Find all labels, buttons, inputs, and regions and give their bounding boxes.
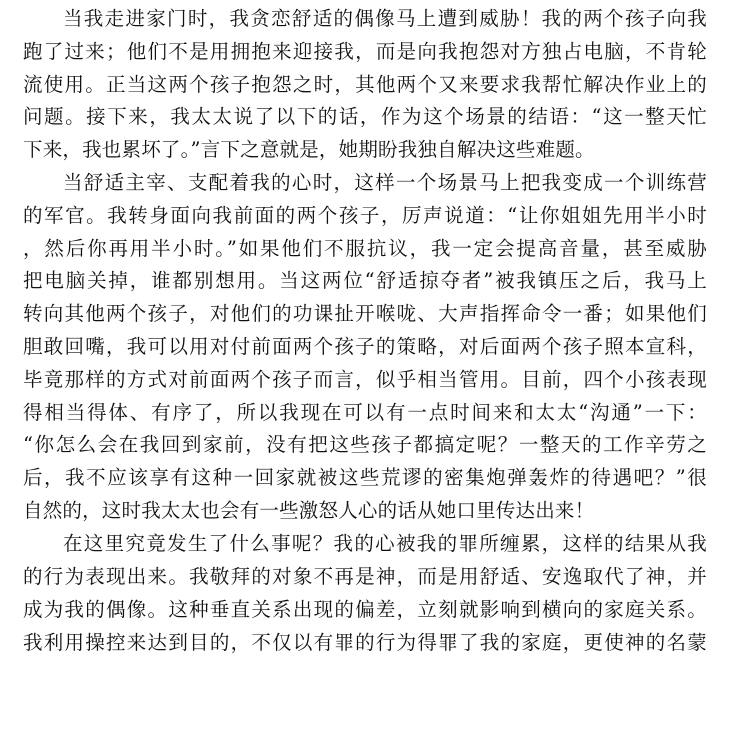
text-line: 自然的，这时我太太也会有一些激怒人心的话从她口里传达出来！ bbox=[23, 499, 595, 522]
text-line: 跑了过来；他们不是用拥抱来迎接我，而是向我抱怨对方独占电脑，不肯轮 bbox=[23, 40, 707, 63]
text-line: 得相当得体、有序了，所以我现在可以有一点时间来和太太“沟通”一下： bbox=[23, 401, 707, 424]
text-line: ，然后你再用半小时。”如果他们不服抗议，我一定会提高音量，甚至威胁 bbox=[23, 237, 707, 260]
text-line: 在这里究竟发生了什么事呢？我的心被我的罪所缠累，这样的结果从我 bbox=[63, 532, 707, 555]
text-line: 问题。接下来，我太太说了以下的话，作为这个场景的结语：“这一整天忙 bbox=[23, 105, 707, 128]
text-line: 转向其他两个孩子，对他们的功课扯开喉咙、大声指挥命令一番；如果他们 bbox=[23, 302, 707, 325]
text-line: 的行为表现出来。我敬拜的对象不再是神，而是用舒适、安逸取代了神，并 bbox=[23, 565, 707, 588]
text-line: 后，我不应该享有这种一回家就被这些荒谬的密集炮弹轰炸的待遇吧？”很 bbox=[23, 466, 707, 489]
text-line: 毕竟那样的方式对前面两个孩子而言，似乎相当管用。目前，四个小孩表现 bbox=[23, 368, 707, 391]
text-line: “你怎么会在我回到家前，没有把这些孩子都搞定呢？一整天的工作辛劳之 bbox=[23, 433, 707, 456]
text-line: 下来，我也累坏了。”言下之意就是，她期盼我独自解决这些难题。 bbox=[23, 138, 595, 161]
text-line: 把电脑关掉，谁都别想用。当这两位“舒适掠夺者”被我镇压之后，我马上 bbox=[23, 269, 707, 292]
text-line: 当舒适主宰、支配着我的心时，这样一个场景马上把我变成一个训练营 bbox=[63, 171, 707, 194]
text-line: 胆敢回嘴，我可以用对付前面两个孩子的策略，对后面两个孩子照本宣科， bbox=[23, 335, 707, 358]
text-line: 的军官。我转身面向我前面的两个孩子，厉声说道：“让你姐姐先用半小时 bbox=[23, 204, 707, 227]
text-line: 当我走进家门时，我贪恋舒适的偶像马上遭到威胁！我的两个孩子向我 bbox=[63, 7, 707, 30]
text-line: 我利用操控来达到目的，不仅以有罪的行为得罪了我的家庭，更使神的名蒙 bbox=[23, 631, 707, 654]
text-line: 成为我的偶像。这种垂直关系出现的偏差，立刻就影响到横向的家庭关系。 bbox=[23, 598, 707, 621]
text-line: 流使用。正当这两个孩子抱怨之时，其他两个又来要求我帮忙解决作业上的 bbox=[23, 73, 707, 96]
